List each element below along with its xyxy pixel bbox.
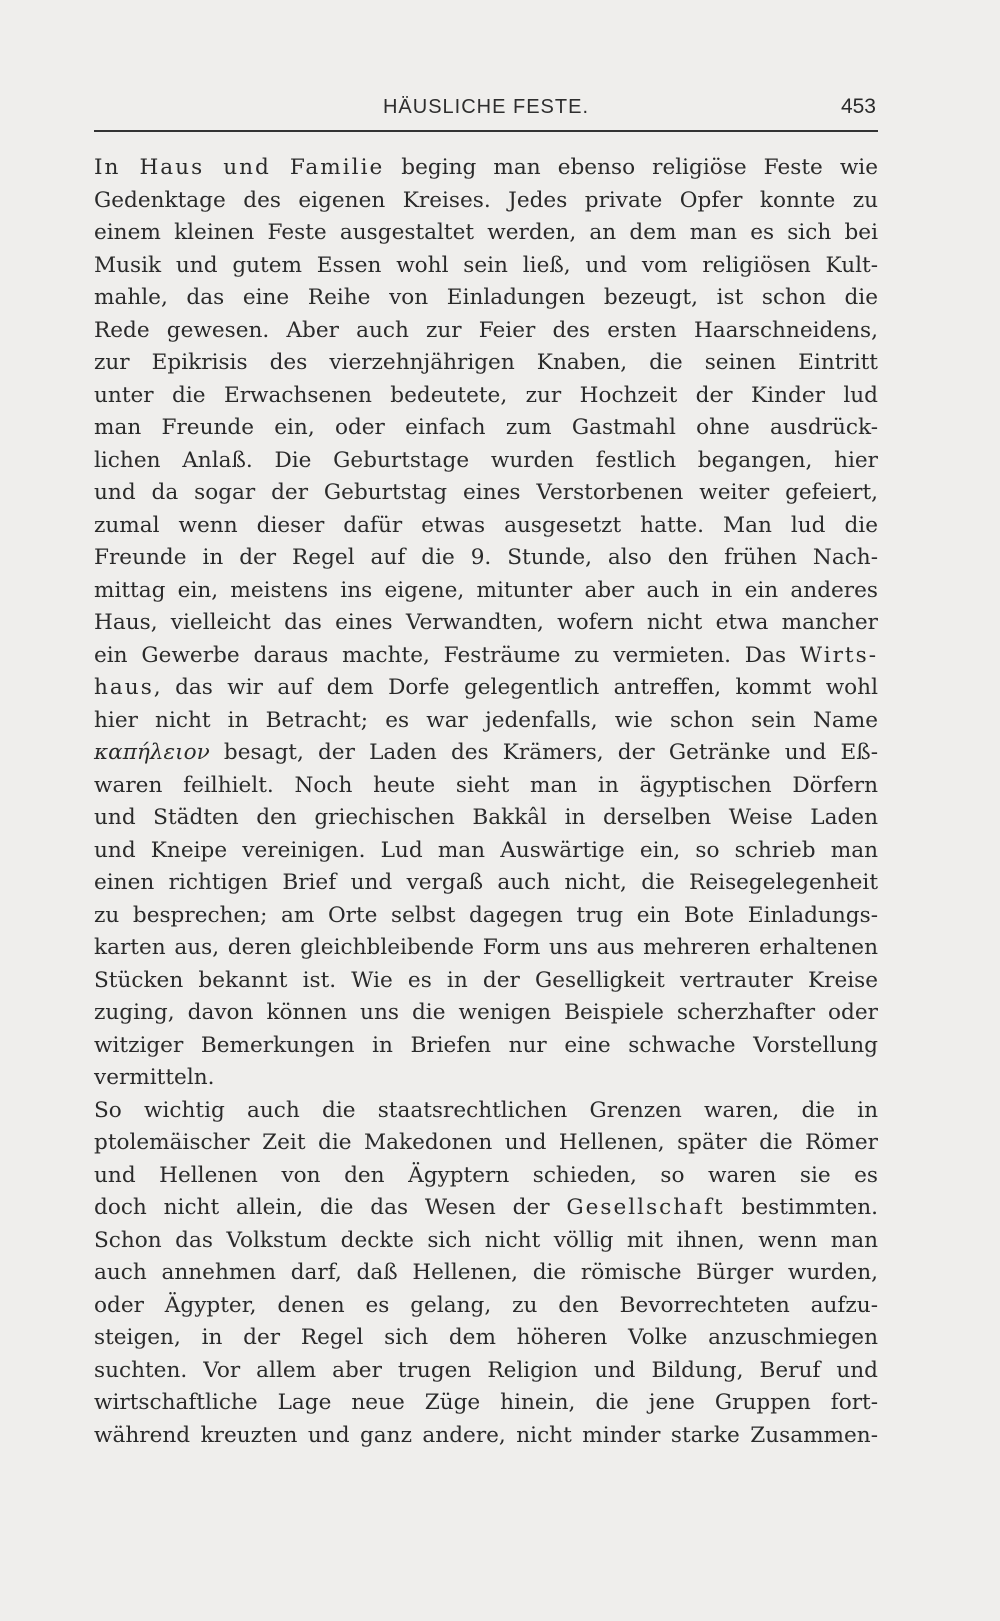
text-line: und Städten den griechischen Bakkâl in derselben Weise Laden: [94, 805, 878, 830]
text-line: Gedenktage des eigenen Kreises. Jedes private Opfer konnte zu: [94, 187, 878, 213]
text-line: und da sogar der Geburtstag eines Verstorbenen weiter gefeiert,: [94, 480, 878, 505]
text-line: man Freunde ein, oder einfach zum Gastmahl ohne ausdrück-: [94, 415, 878, 440]
text-line: Stücken bekannt ist. Wie es in der Geselligkeit vertrauter Kreise: [94, 967, 878, 993]
text-line: und Hellenen von den Ägyptern schieden, so waren sie es: [94, 1162, 878, 1188]
text-line: auch annehmen darf, daß Hellenen, die römische Bürger wurden,: [94, 1260, 878, 1285]
text-line: Schon das Volkstum deckte sich nicht völlig mit ihnen, wenn man: [94, 1227, 878, 1253]
text-line: unter die Erwachsenen bedeutete, zur Hochzeit der Kinder lud: [94, 382, 878, 408]
spaced-emphasis: In Haus und Familie: [94, 155, 385, 180]
text-line: zur Epikrisis des vierzehnjährigen Knaben, die seinen Eintritt: [94, 350, 878, 375]
text-line: einem kleinen Feste ausgestaltet werden, an dem man es sich bei: [94, 220, 878, 245]
spaced-emphasis: Wirts-: [799, 642, 878, 668]
text-line: wirtschaftliche Lage neue Züge hinein, die jene Gruppen fort-: [94, 1390, 878, 1415]
text-line: einen richtigen Brief und vergaß auch nicht, die Reisegelegenheit: [94, 870, 878, 895]
text-line: vermitteln.: [94, 1065, 215, 1090]
text-line: καπήλειον besagt, der Laden des Krämers, der Getränke und Eß-: [94, 740, 878, 765]
text-line: hier nicht in Betracht; es war jedenfalls, wie schon sein Name: [94, 707, 878, 733]
text-line: steigen, in der Regel sich dem höheren Volke anzuschmiegen: [94, 1325, 878, 1350]
paragraph-1: [94, 152, 878, 1095]
text-line: mittag ein, meistens ins eigene, mitunter aber auch in ein anderes: [94, 577, 878, 603]
body-text: [94, 152, 878, 1452]
running-header: [94, 92, 878, 132]
text-line: Haus, vielleicht das eines Verwandten, wofern nicht etwa mancher: [94, 610, 878, 635]
text-line: zu besprechen; am Orte selbst dagegen trug ein Bote Einladungs-: [94, 902, 878, 928]
paragraph-2: [94, 1095, 878, 1453]
text-line: haus, das wir auf dem Dorfe gelegentlich antreffen, kommt wohl: [94, 675, 878, 700]
text-line: Rede gewesen. Aber auch zur Feier des ersten Haarschneidens,: [94, 317, 878, 343]
text-line: und Kneipe vereinigen. Lud man Auswärtige ein, so schrieb man: [94, 837, 878, 863]
text-line: zuging, davon können uns die wenigen Beispiele scherzhafter oder: [94, 1000, 878, 1025]
text-line: Freunde in der Regel auf die 9. Stunde, also den frühen Nach-: [94, 545, 878, 570]
spaced-emphasis: haus: [94, 675, 154, 700]
text-line: doch nicht allein, die das Wesen der Gesellschaft bestimmten.: [94, 1195, 879, 1220]
text-line: karten aus, deren gleichbleibende Form uns aus mehreren erhaltenen: [94, 935, 878, 960]
text-line: waren feilhielt. Noch heute sieht man in ägyptischen Dörfern: [94, 772, 878, 798]
text-line: So wichtig auch die staatsrechtlichen Grenzen waren, die in: [94, 1097, 878, 1123]
text-line: Musik und gutem Essen wohl sein ließ, und vom religiösen Kult-: [94, 252, 878, 278]
text-line: In Haus und Familie beging man ebenso religiöse Feste wie: [94, 155, 878, 180]
text-line: während kreuzten und ganz andere, nicht minder starke Zusammen-: [94, 1422, 878, 1448]
text-line: zumal wenn dieser dafür etwas ausgesetzt hatte. Man lud die: [94, 512, 878, 538]
text-line: witziger Bemerkungen in Briefen nur eine schwache Vorstellung: [94, 1032, 878, 1058]
text-line: lichen Anlaß. Die Geburtstage wurden festlich begangen, hier: [94, 447, 878, 473]
text-line: ein Gewerbe daraus machte, Festräume zu vermieten. Das Wirts-: [94, 642, 878, 668]
page-number: 453: [840, 95, 876, 118]
text-line: oder Ägypter, denen es gelang, zu den Bevorrechteten aufzu-: [94, 1292, 878, 1318]
greek-term: καπήλειον: [94, 740, 210, 765]
running-title: HÄUSLICHE FESTE.: [382, 96, 590, 118]
spaced-emphasis: Gesellschaft: [566, 1195, 725, 1220]
text-line: ptolemäischer Zeit die Makedonen und Hellenen, später die Römer: [94, 1130, 878, 1155]
text-line: suchten. Vor allem aber trugen Religion und Bildung, Beruf und: [94, 1357, 878, 1383]
text-line: mahle, das eine Reihe von Einladungen bezeugt, ist schon die: [94, 285, 878, 310]
